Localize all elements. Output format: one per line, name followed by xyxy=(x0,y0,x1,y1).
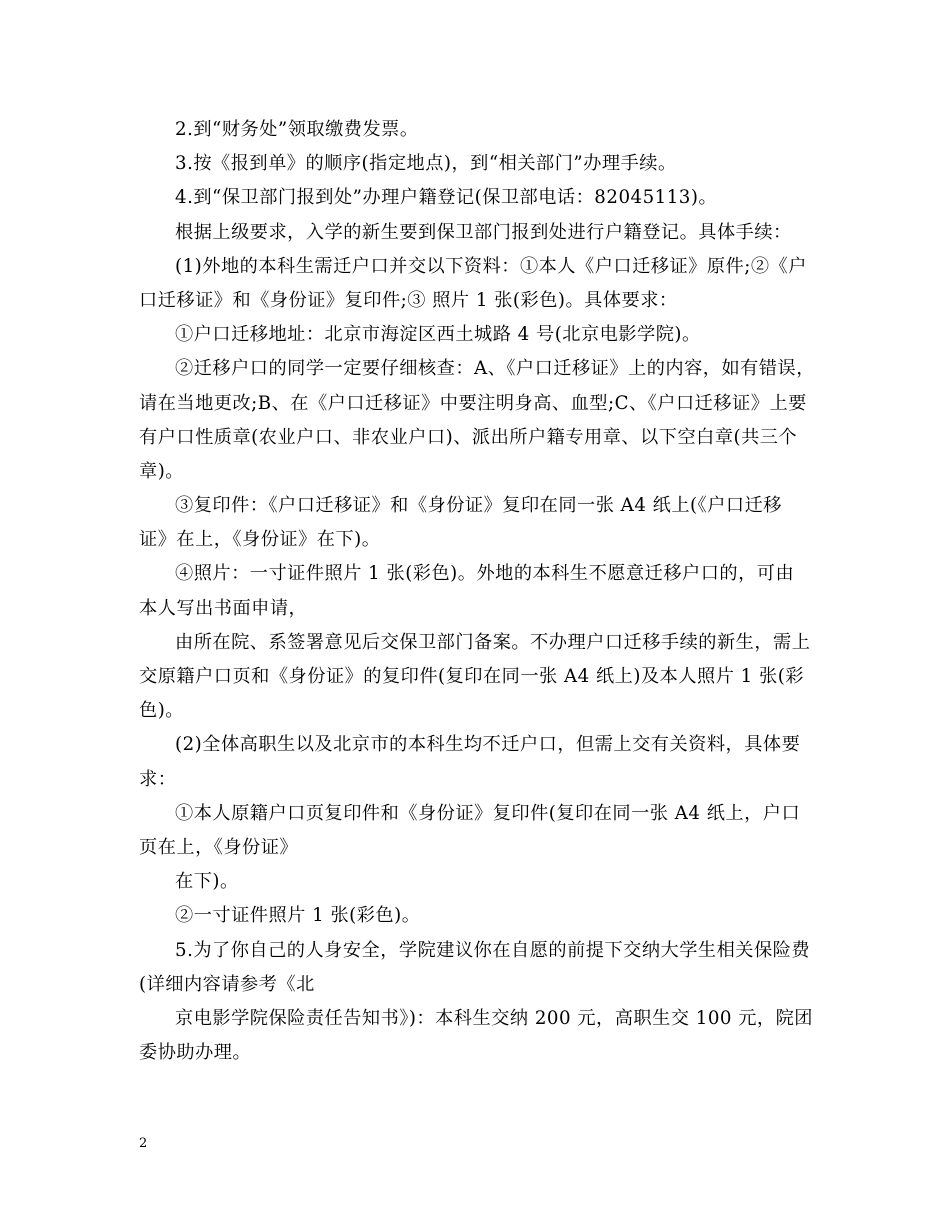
text-line: 交原籍户口页和《身份证》的复印件(复印在同一张 A4 纸上)及本人照片 1 张(彩 xyxy=(139,666,805,687)
text-line: 本人写出书面申请， xyxy=(139,597,308,619)
text-line: 页在上，《身份证》 xyxy=(139,836,299,858)
text-line: 有户口性质章(农业户口、非农业户口)、派出所户籍专用章、以下空白章(共三个 xyxy=(139,426,798,448)
text-line: 委协助办理。 xyxy=(139,1042,252,1064)
text-line: 由所在院、系签署意见后交保卫部门备案。不办理户口迁移手续的新生，需上 xyxy=(175,631,811,653)
text-line: ④照片：一寸证件照片 1 张(彩色)。外地的本科生不愿意迁移户口的，可由 xyxy=(175,563,795,585)
text-line: 4.到“保卫部门报到处”办理户籍登记(保卫部电话：82045113)。 xyxy=(175,187,718,209)
text-line: 2.到“财务处”领取缴费发票。 xyxy=(175,119,419,140)
text-line: 证》在上，《身份证》在下)。 xyxy=(139,529,381,551)
document-body xyxy=(139,113,819,1070)
text-line: 根据上级要求，入学的新生要到保卫部门报到处进行户籍登记。具体手续： xyxy=(175,221,792,243)
text-line: (详细内容请参考《北 xyxy=(139,973,315,995)
text-line: ②迁移户口的同学一定要仔细核查：A、《户口迁移证》上的内容，如有错误， xyxy=(175,358,815,380)
text-line: (2)全体高职生以及北京市的本科生均不迁户口，但需上交有关资料，具体要 xyxy=(175,734,801,756)
text-line: ①户口迁移地址：北京市海淀区西土城路 4 号(北京电影学院)。 xyxy=(175,324,701,346)
text-line: 在下)。 xyxy=(175,871,239,893)
text-line: 5.为了你自己的人身安全，学院建议你在自愿的前提下交纳大学生相关保险费 xyxy=(175,939,811,961)
text-line: 3.按《报到单》的顺序(指定地点)，到“相关部门”办理手续。 xyxy=(175,153,677,175)
text-line: 京电影学院保险责任告知书》)：本科生交纳 200 元，高职生交 100 元，院团 xyxy=(175,1007,813,1029)
page-number: 2 xyxy=(139,1136,148,1151)
text-line: 章)。 xyxy=(139,460,184,482)
text-line: ②一寸证件照片 1 张(彩色)。 xyxy=(175,905,421,927)
text-line: (1)外地的本科生需迁户口并交以下资料：①本人《户口迁移证》原件;②《户 xyxy=(175,255,807,277)
text-line: 请在当地更改;B、在《户口迁移证》中要注明身高、血型;C、《户口迁移证》上要 xyxy=(139,392,807,414)
text-line: 求： xyxy=(139,768,177,790)
text-line: 口迁移证》和《身份证》复印件;③ 照片 1 张(彩色)。具体要求： xyxy=(139,289,678,311)
text-line: 色)。 xyxy=(139,700,184,722)
text-line: ③复印件：《户口迁移证》和《身份证》复印在同一张 A4 纸上(《户口迁移 xyxy=(175,495,782,517)
text-line: ①本人原籍户口页复印件和《身份证》复印件(复印在同一张 A4 纸上，户口 xyxy=(175,802,801,824)
